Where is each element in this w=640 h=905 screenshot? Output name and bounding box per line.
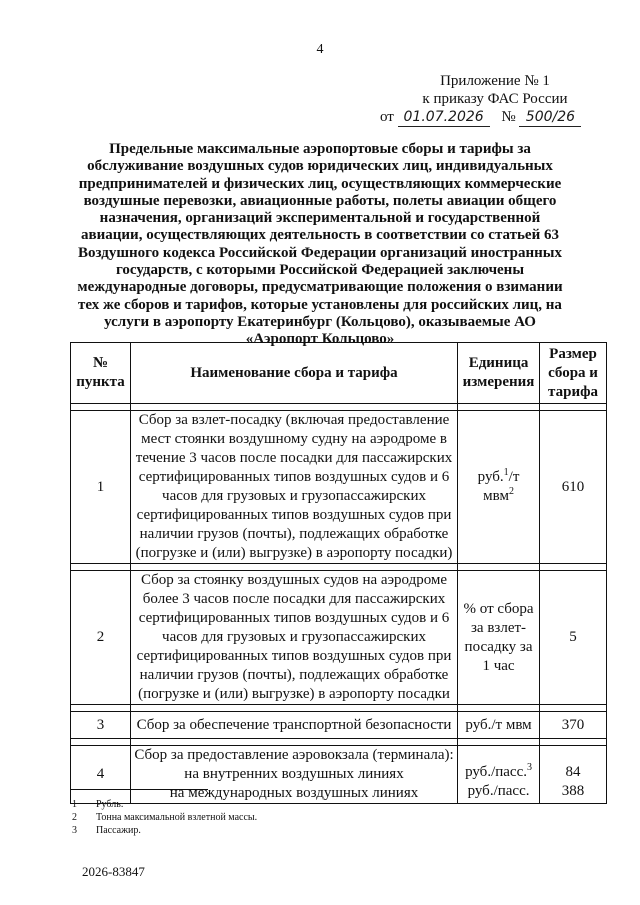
- number-label: №: [501, 109, 516, 125]
- table-row: [71, 411, 607, 564]
- document-id: 2026-83847: [82, 864, 145, 879]
- row-amount: 610: [540, 411, 607, 564]
- tariff-table: [70, 342, 607, 804]
- header-name: Наименование сбора и тарифа: [130, 343, 457, 404]
- table-row: [71, 712, 607, 739]
- row-num: 1: [71, 411, 131, 564]
- handwritten-number: 500/26: [519, 108, 581, 127]
- footnote-separator: [70, 789, 208, 790]
- row-num: 4: [71, 746, 131, 804]
- header-unit: Единица измерения: [458, 343, 540, 404]
- appendix-order-ref: к приказу ФАС России: [422, 91, 568, 107]
- row-unit: руб./пасс.$^3$ руб./пасс.: [458, 746, 540, 804]
- footnote-3: 3 Пассажир.: [72, 825, 141, 836]
- row-amount: 5: [540, 571, 607, 705]
- table-row: [71, 571, 607, 705]
- row-name-domestic: на внутренних воздушных линиях: [184, 766, 404, 782]
- row-name: Сбор за стоянку воздушных судов на аэродроме более 3 часов после посадки для пассажирских сертифицированных типов воздушных судов и 6 часов для грузовых и грузопассажирских сертифицированных типов воздушных судов при наличии грузов (почты), подлежащих обработке (погрузке и (или) выгрузке) в аэропорту посадки: [130, 571, 457, 705]
- document-title: Предельные максимальные аэропортовые сборы и тарифы за обслуживание воздушных судов юридических лиц, индивидуальных предпринимателей и физических лиц, осуществляющих коммерческие воздушные перевозки, авиационные работы, полеты авиации общего назначения, организаций экспериментальной и государственной авиации, осуществляющих деятельность в соответствии со статьей 63 Воздушного кодекса Российской Федерации организаций иностранных государств, с которыми Российской Федерацией заключены международные договоры, предусматривающие положения о взимании тех же сборов и тарифов, которые установлены для российских лиц, на услуги в аэропорту Екатеринбург (Кольцово), оказываемые АО «Аэропорт Кольцово»: [77, 141, 563, 348]
- row-unit: руб.$^1$/т мвм$^2$: [458, 411, 540, 564]
- row-amount: 84 388: [540, 746, 607, 804]
- appendix-header: [380, 72, 610, 108]
- row-name: Сбор за обеспечение транспортной безопасности: [130, 712, 457, 739]
- row-name: Сбор за взлет-посадку (включая предоставление мест стоянки воздушному судну на аэродроме в течение 3 часов после посадки для пассажирских сертифицированных типов воздушных судов и 6 часов для грузовых и грузопассажирских сертифицированных типов воздушных судов при наличии грузов (почты), подлежащих обработке (погрузке и (или) выгрузке) в аэропорту посадки): [130, 411, 457, 564]
- footnote-1: 1 Рубль.: [72, 799, 124, 810]
- footnote-2: 2 Тонна максимальной взлетной массы.: [72, 812, 258, 823]
- header-num: № пункта: [71, 343, 131, 404]
- from-label: от: [380, 109, 394, 125]
- row-unit: руб./т мвм: [458, 712, 540, 739]
- table-header-row: [71, 343, 607, 404]
- row-num: 2: [71, 571, 131, 705]
- row-amount: 370: [540, 712, 607, 739]
- handwritten-date: 01.07.2026: [398, 108, 490, 127]
- row-unit: % от сбора за взлет-посадку за 1 час: [458, 571, 540, 705]
- page-number: 4: [316, 42, 324, 57]
- row-name: [130, 746, 457, 804]
- row-name-title: Сбор за предоставление аэровокзала (терминала):: [134, 747, 454, 763]
- order-date-number: [380, 108, 610, 127]
- header-amount: Размер сбора и тарифа: [540, 343, 607, 404]
- row-name-international: на международных воздушных линиях: [169, 785, 419, 801]
- table-row: [71, 746, 607, 804]
- appendix-title: Приложение № 1: [440, 73, 550, 89]
- row-num: 3: [71, 712, 131, 739]
